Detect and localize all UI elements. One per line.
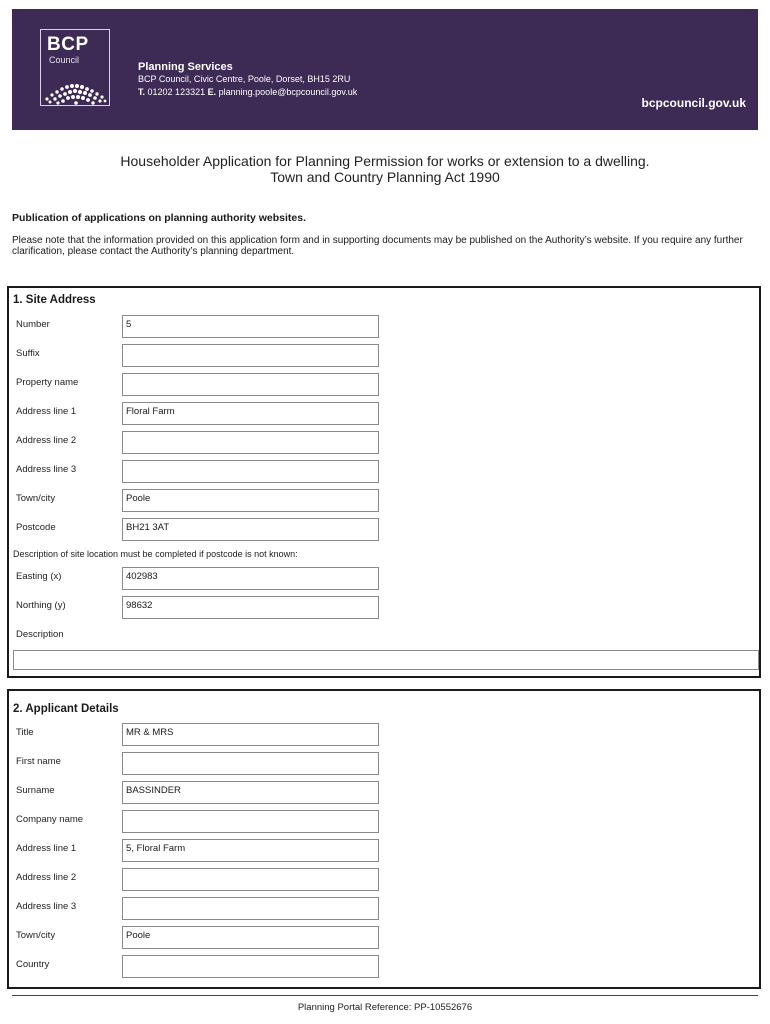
field-label: Address line 3: [16, 464, 77, 475]
number-field[interactable]: 5: [122, 315, 379, 338]
address-line-3-field[interactable]: [122, 897, 379, 920]
service-address: BCP Council, Civic Centre, Poole, Dorset, BH15 2RU: [138, 74, 351, 84]
address-line-1-field[interactable]: Floral Farm: [122, 402, 379, 425]
service-title: Planning Services: [138, 61, 233, 73]
suffix-field[interactable]: [122, 344, 379, 367]
property-name-field[interactable]: [122, 373, 379, 396]
address-line-1-field[interactable]: 5, Floral Farm: [122, 839, 379, 862]
field-label: Address line 1: [16, 843, 77, 854]
field-label: Number: [16, 319, 50, 330]
document-title-line2: Town and Country Planning Act 1990: [270, 169, 500, 185]
site-address-section: [7, 286, 761, 678]
postcode-field[interactable]: BH21 3AT: [122, 518, 379, 541]
phone-number: 01202 123321: [147, 87, 206, 97]
logo-dots-icon: [41, 65, 110, 105]
title-field[interactable]: MR & MRS: [122, 723, 379, 746]
logo-subtext: Council: [49, 55, 80, 65]
address-line-2-field[interactable]: [122, 431, 379, 454]
first-name-field[interactable]: [122, 752, 379, 775]
country-field[interactable]: [122, 955, 379, 978]
field-label: Northing (y): [16, 600, 66, 611]
publication-text: Please note that the information provided on this application form and in supporting documents may be published on the Authority’s website. If you require any further clarification, please contact the Authority’s planning department.: [12, 235, 743, 257]
service-contact: [138, 87, 357, 97]
field-label: Easting (x): [16, 571, 62, 582]
field-label: Town/city: [16, 493, 56, 504]
email-address[interactable]: planning.poole@bcpcouncil.gov.uk: [218, 87, 358, 97]
surname-field[interactable]: BASSINDER: [122, 781, 379, 804]
logo-text: BCP: [47, 34, 89, 55]
field-label: Country: [16, 959, 50, 970]
field-label: Suffix: [16, 348, 40, 359]
location-note: Description of site location must be completed if postcode is not known:: [13, 549, 298, 559]
field-label: Surname: [16, 785, 55, 796]
applicant-details-section: [7, 689, 761, 989]
field-label: Property name: [16, 377, 79, 388]
website-link[interactable]: bcpcouncil.gov.uk: [641, 96, 746, 110]
town-city-field[interactable]: Poole: [122, 926, 379, 949]
header-banner: [12, 9, 758, 130]
field-label: Town/city: [16, 930, 56, 941]
field-label: Title: [16, 727, 34, 738]
section-title: 2. Applicant Details: [13, 703, 119, 715]
field-label: Postcode: [16, 522, 56, 533]
portal-reference: Planning Portal Reference: PP-10552676: [297, 1002, 473, 1013]
field-label: Address line 3: [16, 901, 77, 912]
description-field[interactable]: [13, 650, 759, 670]
company-name-field[interactable]: [122, 810, 379, 833]
email-label: E.: [207, 87, 217, 97]
field-label: Address line 1: [16, 406, 77, 417]
document-title-line1: Householder Application for Planning Permission for works or extension to a dwelling.: [120, 153, 650, 169]
publication-heading: Publication of applications on planning authority websites.: [12, 212, 307, 224]
field-label: Description: [16, 629, 64, 640]
field-label: Address line 2: [16, 872, 77, 883]
phone-label: T.: [138, 87, 146, 97]
town-city-field[interactable]: Poole: [122, 489, 379, 512]
address-line-2-field[interactable]: [122, 868, 379, 891]
easting-field[interactable]: 402983: [122, 567, 379, 590]
bcp-council-logo: [40, 29, 110, 106]
section-title: 1. Site Address: [13, 294, 96, 306]
field-label: Company name: [16, 814, 84, 825]
address-line-3-field[interactable]: [122, 460, 379, 483]
northing-field[interactable]: 98632: [122, 596, 379, 619]
field-label: Address line 2: [16, 435, 77, 446]
field-label: First name: [16, 756, 61, 767]
footer-divider: [12, 995, 758, 996]
